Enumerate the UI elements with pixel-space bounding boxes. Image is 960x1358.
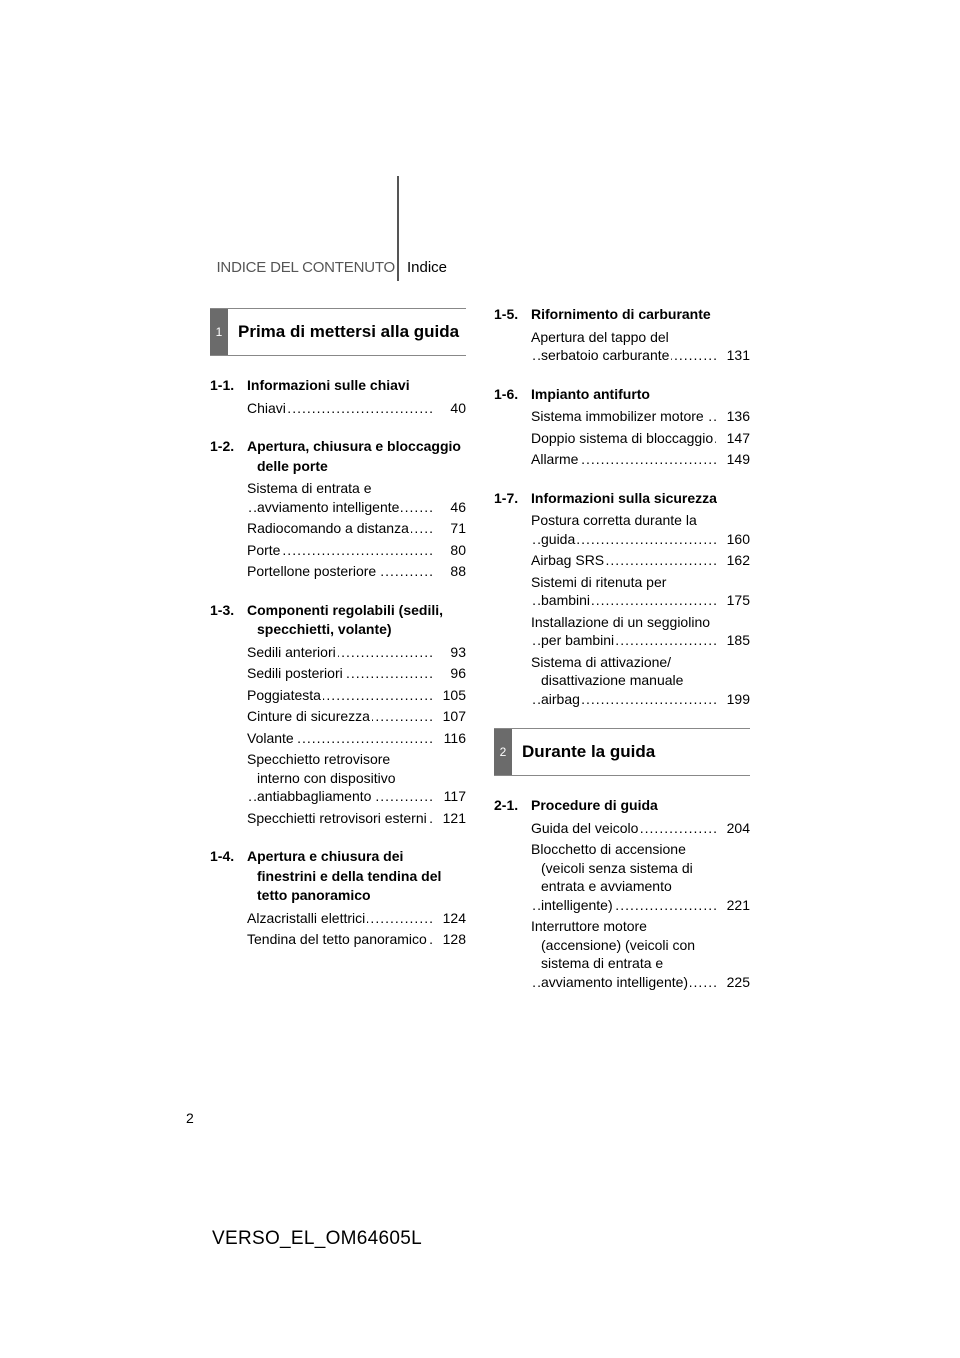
document-code: VERSO_EL_OM64605L — [212, 1228, 422, 1249]
toc-entry-label: Installazione di un seggiolino per bambini — [531, 613, 711, 648]
section-title: Durante la guida — [522, 742, 656, 761]
toc-entry-label: Postura corretta durante la guida — [531, 512, 697, 547]
toc-entry-page: 40 — [450, 399, 466, 416]
toc-right-column — [494, 305, 750, 1011]
header-page-label: Indice — [407, 259, 448, 276]
toc-entry-text-wrap — [531, 328, 718, 365]
toc-group-code: 1-1. — [210, 377, 235, 393]
toc-entry-text-wrap — [247, 750, 434, 806]
toc-entry-label: Volante — [247, 729, 294, 746]
section-1-header[interactable] — [210, 308, 466, 356]
toc-group-list — [210, 376, 466, 949]
section-2-header[interactable] — [494, 728, 750, 776]
toc-entry-page: 46 — [450, 498, 466, 515]
toc-entry-page: 199 — [726, 690, 750, 707]
toc-entry[interactable] — [210, 519, 466, 538]
toc-entry-label: Apertura del tappo del serbatoio carburante — [531, 328, 670, 363]
toc-entry[interactable] — [210, 707, 466, 726]
toc-group-title: Componenti regolabili (sedili, specchietti, volante) — [247, 601, 444, 637]
toc-entry-page: 117 — [443, 788, 466, 804]
toc-entry[interactable] — [210, 930, 466, 949]
toc-entry[interactable] — [494, 328, 750, 365]
toc-entry[interactable] — [494, 450, 750, 469]
toc-entry-label: Cinture di sicurezza — [247, 708, 370, 724]
toc-entry-text-wrap — [531, 819, 718, 838]
toc-entry-text-wrap — [247, 930, 434, 949]
toc-entry-page: 162 — [726, 552, 750, 568]
toc-entry-label: Portellone posteriore — [247, 563, 377, 579]
toc-entry-page: 131 — [726, 347, 750, 363]
toc-group — [210, 601, 466, 828]
toc-group-heading[interactable] — [210, 601, 466, 640]
toc-entry-page: 80 — [450, 541, 466, 558]
section-title: Prima di mettersi alla guida — [238, 322, 460, 341]
toc-entry-label: Sistema immobilizer motore — [531, 408, 704, 424]
toc-group — [494, 305, 750, 365]
toc-entry-page: 105 — [442, 686, 466, 703]
toc-entry-label: Blocchetto di accensione (veicoli senza sistema di entrata e avviamento intelligente) — [531, 841, 693, 913]
toc-entry-text-wrap — [247, 729, 434, 748]
toc-entry-text-wrap — [531, 450, 718, 469]
toc-group — [210, 376, 466, 417]
toc-group — [210, 847, 466, 949]
toc-entry-page: 136 — [726, 408, 750, 424]
toc-entry-page: 107 — [442, 708, 466, 724]
section-number-tab: 2 — [494, 729, 512, 775]
toc-entry[interactable] — [494, 429, 750, 448]
toc-entry-page: 93 — [450, 643, 466, 660]
toc-group — [494, 796, 750, 991]
toc-entry[interactable] — [494, 573, 750, 610]
toc-entry[interactable] — [210, 643, 466, 662]
toc-group-title: Apertura, chiusura e bloccaggio delle porte — [247, 438, 461, 474]
toc-entry-text-wrap — [531, 429, 718, 448]
toc-entry-label: Guida del veicolo — [531, 819, 639, 836]
toc-entry-text-wrap — [247, 664, 434, 683]
toc-entry-text-wrap — [531, 917, 718, 991]
toc-entry-text-wrap — [247, 479, 434, 516]
toc-entry-page: 185 — [726, 632, 750, 648]
toc-group-list — [494, 305, 750, 708]
toc-entry-label: Alzacristalli elettrici — [247, 909, 366, 926]
toc-entry-page: 225 — [726, 973, 750, 990]
toc-entry[interactable] — [494, 511, 750, 548]
toc-entry-page: 147 — [726, 429, 750, 446]
toc-group-code: 1-7. — [494, 489, 519, 506]
toc-entry-label: Doppio sistema di bloccaggio — [531, 429, 714, 446]
toc-entry-text-wrap — [247, 686, 434, 705]
toc-group-title: Apertura e chiusura dei finestrini e della tendina del tetto panoramico — [247, 848, 442, 903]
toc-entry-page: 175 — [726, 592, 750, 608]
toc-entry[interactable] — [494, 613, 750, 650]
page-number: 2 — [186, 1110, 194, 1126]
toc-entry-label: Porte — [247, 541, 281, 558]
toc-entry-text-wrap — [531, 840, 718, 914]
toc-entry-label: Chiavi — [247, 399, 286, 416]
toc-entry-text-wrap — [531, 551, 718, 570]
toc-entry[interactable] — [210, 399, 466, 418]
toc-entry-label: Sistema di entrata e avviamento intelligente — [247, 480, 400, 515]
toc-entry-label: Specchietti retrovisori esterni — [247, 809, 427, 826]
toc-group-heading[interactable] — [210, 847, 466, 906]
toc-entry-text-wrap — [247, 707, 434, 726]
header-divider — [397, 176, 399, 281]
section-number-tab: 1 — [210, 309, 228, 355]
toc-entry[interactable] — [210, 686, 466, 705]
toc-entry-label: Interruttore motore (accensione) (veicoli con sistema di entrata e avviamento intelligente) — [531, 918, 696, 990]
toc-entry-page: 121 — [442, 809, 466, 826]
toc-entry-label: Allarme — [531, 451, 579, 467]
toc-entry-page: 128 — [442, 931, 466, 947]
toc-group-code: 1-4. — [210, 848, 235, 864]
toc-entry-text-wrap — [247, 399, 434, 418]
toc-entry[interactable] — [210, 809, 466, 828]
toc-entry-text-wrap — [531, 511, 718, 548]
toc-entry-text-wrap — [247, 909, 434, 928]
toc-entry-label: Poggiatesta — [247, 686, 321, 703]
toc-group — [494, 489, 750, 709]
toc-entry-page: 96 — [450, 665, 466, 681]
toc-group — [494, 385, 750, 469]
toc-group-title: Impianto antifurto — [531, 385, 650, 402]
toc-entry-label: Sedili posteriori — [247, 665, 343, 681]
toc-entry[interactable] — [494, 819, 750, 838]
toc-group-code: 1-5. — [494, 306, 519, 322]
toc-entry-page: 204 — [726, 819, 750, 836]
toc-entry-label: Tendina del tetto panoramico — [247, 931, 427, 947]
toc-group-list — [494, 796, 750, 991]
toc-entry[interactable] — [494, 653, 750, 709]
toc-entry-page: 221 — [726, 896, 750, 913]
toc-entry-page: 149 — [726, 451, 750, 467]
toc-group-heading[interactable] — [494, 305, 750, 325]
toc-entry-label: Sistema di attivazione/ disattivazione manuale airbag — [531, 653, 684, 707]
toc-group-code: 1-3. — [210, 601, 235, 618]
toc-group-code: 1-2. — [210, 438, 235, 454]
toc-entry-page: 88 — [450, 563, 466, 579]
toc-entry[interactable] — [210, 750, 466, 806]
toc-entry[interactable] — [210, 479, 466, 516]
toc-entry[interactable] — [210, 664, 466, 683]
toc-entry-text-wrap — [531, 407, 718, 426]
toc-entry-text-wrap — [531, 613, 718, 650]
toc-entry-label: Sedili anteriori — [247, 643, 336, 660]
header-section-label: INDICE DEL CONTENUTO — [216, 259, 395, 276]
toc-entry[interactable] — [210, 729, 466, 748]
toc-group-code: 1-6. — [494, 385, 519, 402]
toc-entry-page: 124 — [442, 909, 466, 926]
toc-entry-label: Airbag SRS — [531, 552, 605, 568]
toc-group-heading[interactable] — [210, 437, 466, 476]
toc-entry[interactable] — [210, 541, 466, 560]
toc-group-title: Informazioni sulle chiavi — [247, 377, 410, 393]
toc-entry-label: Specchietto retrovisore interno con dispositivo antiabbagliamento — [247, 751, 396, 804]
toc-entry-text-wrap — [247, 809, 434, 828]
toc-entry-page: 116 — [443, 729, 466, 746]
toc-entry-page: 160 — [726, 530, 750, 547]
toc-entry-page: 71 — [450, 520, 466, 536]
toc-entry-text-wrap — [247, 541, 434, 560]
toc-entry-label: Radiocomando a distanza — [247, 520, 409, 536]
toc-entry-label: Sistemi di ritenuta per bambini — [531, 573, 667, 608]
toc-entry-text-wrap — [531, 573, 718, 610]
toc-entry[interactable] — [494, 917, 750, 991]
toc-group-heading[interactable] — [494, 385, 750, 405]
toc-group-title: Informazioni sulla sicurezza — [531, 489, 717, 506]
toc-entry-text-wrap — [531, 653, 718, 709]
toc-entry[interactable] — [494, 551, 750, 570]
toc-entry[interactable] — [494, 407, 750, 426]
toc-group-heading[interactable] — [494, 796, 750, 816]
toc-group-title: Rifornimento di carburante — [531, 306, 711, 322]
toc-group — [210, 437, 466, 581]
toc-entry-text-wrap — [247, 562, 434, 581]
toc-group-heading[interactable] — [494, 489, 750, 509]
toc-entry-text-wrap — [247, 519, 434, 538]
toc-left-column — [210, 308, 466, 969]
toc-entry[interactable] — [210, 909, 466, 928]
toc-group-title: Procedure di guida — [531, 797, 658, 813]
toc-entry[interactable] — [210, 562, 466, 581]
toc-group-heading[interactable] — [210, 376, 466, 396]
toc-entry[interactable] — [494, 840, 750, 914]
toc-entry-text-wrap — [247, 643, 434, 662]
toc-group-code: 2-1. — [494, 797, 519, 813]
